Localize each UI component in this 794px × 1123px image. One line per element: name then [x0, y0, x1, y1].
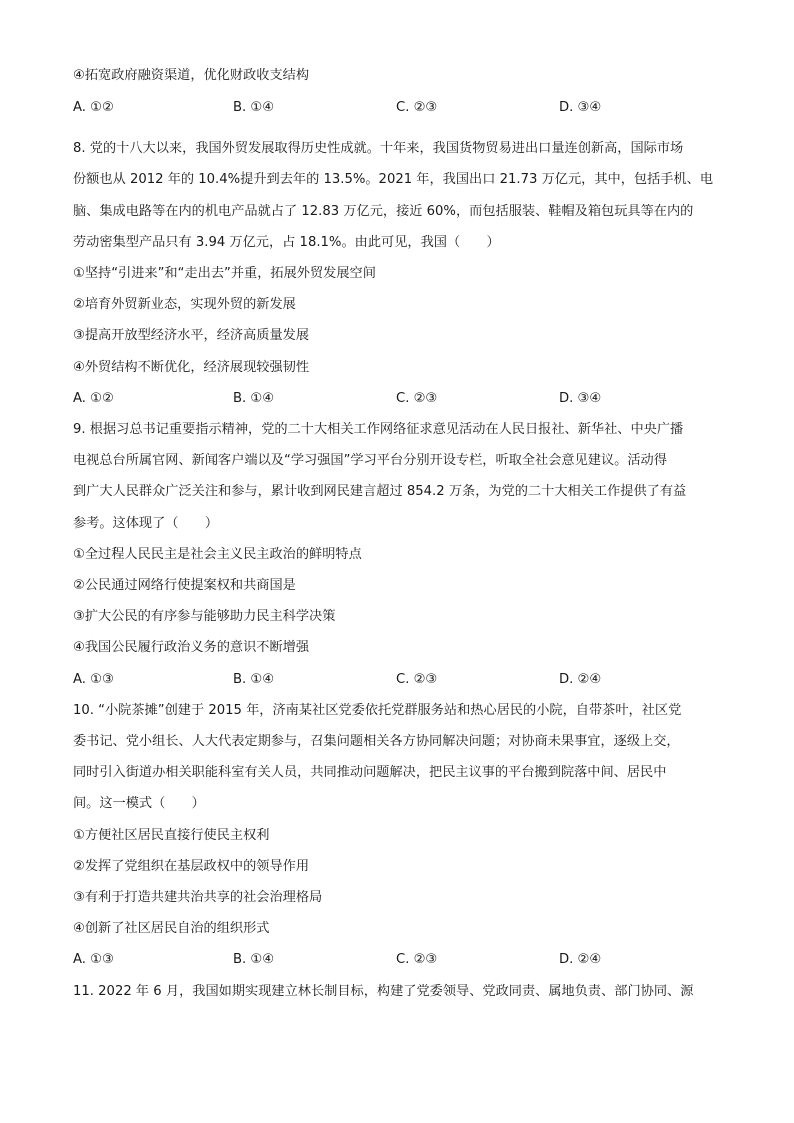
q9-choice-a[interactable]: A. ①③	[73, 672, 114, 687]
q9-option-4: ④我国公民履行政治义务的意识不断增强	[73, 640, 310, 655]
q10-choices	[73, 950, 733, 970]
q7-choices	[73, 98, 733, 118]
q8-option-2: ②培育外贸新业态，实现外贸的新发展	[73, 297, 296, 312]
q8-option-4: ④外贸结构不断优化，经济展现较强韧性	[73, 360, 310, 375]
q10-option-1: ①方便社区居民直接行使民主权利	[73, 828, 270, 843]
q8-option-1: ①坚持“引进来”和“走出去”并重，拓展外贸发展空间	[73, 266, 376, 281]
q9-choice-b[interactable]: B. ①④	[233, 672, 275, 687]
q10-choice-a[interactable]: A. ①③	[73, 952, 114, 967]
q7-choice-b[interactable]: B. ①④	[233, 100, 275, 115]
q8-option-3: ③提高开放型经济水平，经济高质量发展	[73, 328, 310, 343]
q9-choice-d[interactable]: D. ②④	[559, 672, 602, 687]
q8-stem-line-2: 份额也从 2012 年的 10.4%提升到去年的 13.5%。2021 年，我国出口 21.73 万亿元，其中，包括手机、电	[73, 172, 714, 187]
q8-choice-b[interactable]: B. ①④	[233, 391, 275, 406]
q9-stem-line-2: 电视总台所属官网、新闻客户端以及“学习强国”学习平台分别开设专栏，听取全社会意见建议。活动得	[73, 453, 667, 468]
q9-option-1: ①全过程人民民主是社会主义民主政治的鲜明特点	[73, 547, 362, 562]
q7-choice-d[interactable]: D. ③④	[559, 100, 602, 115]
q11-stem-line-1: 11. 2022 年 6 月，我国如期实现建立林长制目标，构建了党委领导、党政同责、属地负责、部门协同、源	[73, 984, 694, 999]
q8-choices	[73, 389, 733, 409]
q9-choice-c[interactable]: C. ②③	[396, 672, 438, 687]
q8-choice-d[interactable]: D. ③④	[559, 391, 602, 406]
q7-choice-c[interactable]: C. ②③	[396, 100, 438, 115]
q9-stem-line-4: 参考。这体现了（ ）	[73, 516, 219, 531]
q8-stem-line-4: 劳动密集型产品只有 3.94 万亿元，占 18.1%。由此可见，我国（ ）	[73, 235, 500, 250]
q8-stem-line-1: 8. 党的十八大以来，我国外贸发展取得历史性成就。十年来，我国货物贸易进出口量连创新高，国际市场	[73, 141, 684, 156]
q7-choice-a[interactable]: A. ①②	[73, 100, 114, 115]
q10-option-2: ②发挥了党组织在基层政权中的领导作用	[73, 859, 310, 874]
q9-option-2: ②公民通过网络行使提案权和共商国是	[73, 578, 296, 593]
q7-option-4: ④拓宽政府融资渠道，优化财政收支结构	[73, 68, 310, 83]
q9-choices	[73, 670, 733, 690]
q9-option-3: ③扩大公民的有序参与能够助力民主科学决策	[73, 609, 336, 624]
q10-choice-b[interactable]: B. ①④	[233, 952, 275, 967]
q10-option-3: ③有利于打造共建共治共享的社会治理格局	[73, 890, 323, 905]
q10-choice-c[interactable]: C. ②③	[396, 952, 438, 967]
q10-stem-line-2: 委书记、党小组长、人大代表定期参与，召集问题相关各方协同解决问题；对协商未果事宜，逐级上交，	[73, 734, 680, 749]
q10-stem-line-1: 10. “小院茶摊”创建于 2015 年，济南某社区党委依托党群服务站和热心居民的小院，自带茶叶，社区党	[73, 703, 682, 718]
q8-choice-a[interactable]: A. ①②	[73, 391, 114, 406]
q9-stem-line-3: 到广大人民群众广泛关注和参与，累计收到网民建言超过 854.2 万条，为党的二十大相关工作提供了有益	[73, 484, 687, 499]
q10-stem-line-4: 间。这一模式（ ）	[73, 796, 205, 811]
q9-stem-line-1: 9. 根据习总书记重要指示精神，党的二十大相关工作网络征求意见活动在人民日报社、新华社、中央广播	[73, 422, 684, 437]
q10-stem-line-3: 同时引入街道办相关职能科室有关人员，共同推动问题解决，把民主议事的平台搬到院落中间、居民中	[73, 765, 667, 780]
q10-option-4: ④创新了社区居民自治的组织形式	[73, 921, 270, 936]
q10-choice-d[interactable]: D. ②④	[559, 952, 602, 967]
q8-stem-line-3: 脑、集成电路等在内的机电产品就占了 12.83 万亿元，接近 60%，而包括服装、鞋帽及箱包玩具等在内的	[73, 204, 694, 219]
q8-choice-c[interactable]: C. ②③	[396, 391, 438, 406]
